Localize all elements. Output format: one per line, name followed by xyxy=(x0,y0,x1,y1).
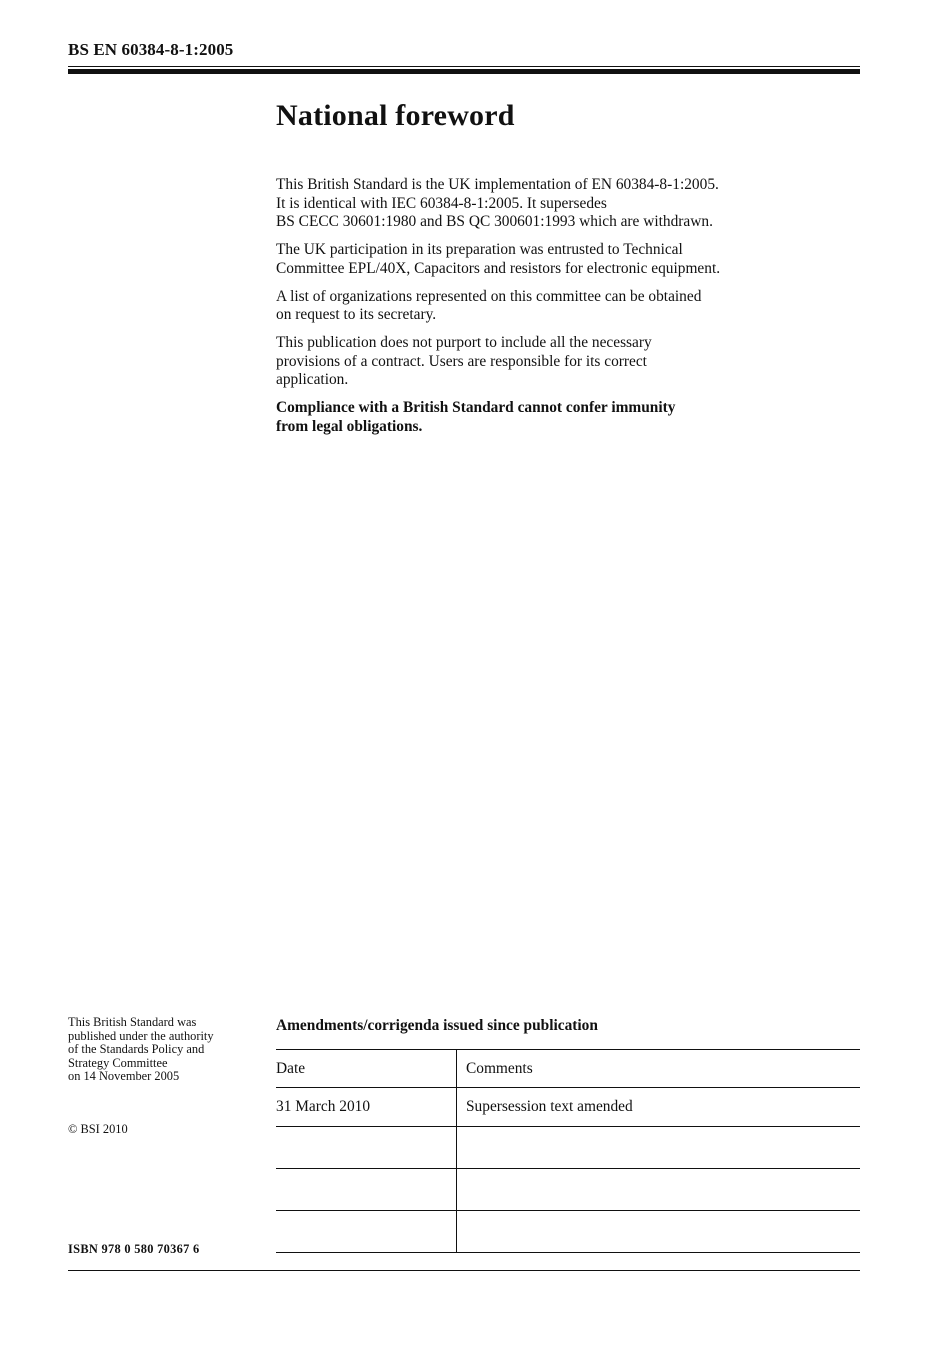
header-rule-thick xyxy=(68,69,860,74)
isbn: ISBN 978 0 580 70367 6 xyxy=(68,1242,200,1256)
header-rule-thin xyxy=(68,66,860,67)
paragraph-committee xyxy=(276,241,836,278)
table-row xyxy=(276,1169,860,1211)
paragraph-implementation xyxy=(276,176,836,232)
column-header-date: Date xyxy=(276,1050,457,1088)
publication-line: This British Standard was xyxy=(68,1015,197,1029)
publication-line: of the Standards Policy and xyxy=(68,1042,205,1056)
date-cell xyxy=(276,1211,457,1253)
text-line: BS CECC 30601:1980 and BS QC 300601:1993 which are withdrawn. xyxy=(276,213,713,230)
text-line: A list of organizations represented on this committee can be obtained xyxy=(276,287,702,305)
date-cell xyxy=(276,1169,457,1211)
publication-line: Strategy Committee xyxy=(68,1055,168,1070)
text-line: provisions of a contract. Users are responsible for its correct xyxy=(276,352,647,370)
text-line: from legal obligations. xyxy=(276,417,423,435)
text-line: Compliance with a British Standard cannot confer immunity xyxy=(276,399,676,416)
date-cell xyxy=(276,1127,457,1169)
text-line: The UK participation in its preparation was entrusted to Technical xyxy=(276,241,683,258)
text-line: on request to its secretary. xyxy=(276,306,437,323)
standard-code: BS EN 60384-8-1:2005 xyxy=(68,40,234,59)
comments-cell xyxy=(457,1169,861,1211)
table-row xyxy=(276,1088,860,1127)
amendments-table xyxy=(276,1049,860,1253)
column-header-comments: Comments xyxy=(457,1050,861,1088)
text-line: Committee EPL/40X, Capacitors and resistors for electronic equipment. xyxy=(276,259,721,277)
comments-cell xyxy=(457,1211,861,1253)
text-line: application. xyxy=(276,371,349,388)
table-header-row xyxy=(276,1050,860,1088)
comments-cell: Supersession text amended xyxy=(457,1088,861,1127)
text-line: It is identical with IEC 60384-8-1:2005. It supersedes xyxy=(276,194,607,212)
text-line: This British Standard is the UK implementation of EN 60384-8-1:2005. xyxy=(276,176,719,193)
footer-rule xyxy=(68,1270,860,1271)
comments-cell xyxy=(457,1127,861,1169)
table-row xyxy=(276,1211,860,1253)
publication-line: published under the authority xyxy=(68,1028,214,1043)
foreword-body xyxy=(276,176,836,446)
paragraph-compliance xyxy=(276,399,836,436)
paragraph-organizations xyxy=(276,288,836,325)
copyright-notice: © BSI 2010 xyxy=(68,1122,128,1136)
publication-info xyxy=(68,1016,268,1084)
date-cell: 31 March 2010 xyxy=(276,1088,457,1127)
table-row xyxy=(276,1127,860,1169)
paragraph-contract xyxy=(276,334,836,390)
publication-line: on 14 November 2005 xyxy=(68,1069,180,1083)
page-title: National foreword xyxy=(276,99,515,132)
text-line: This publication does not purport to include all the necessary xyxy=(276,334,652,351)
amendments-heading: Amendments/corrigenda issued since publication xyxy=(276,1017,598,1034)
